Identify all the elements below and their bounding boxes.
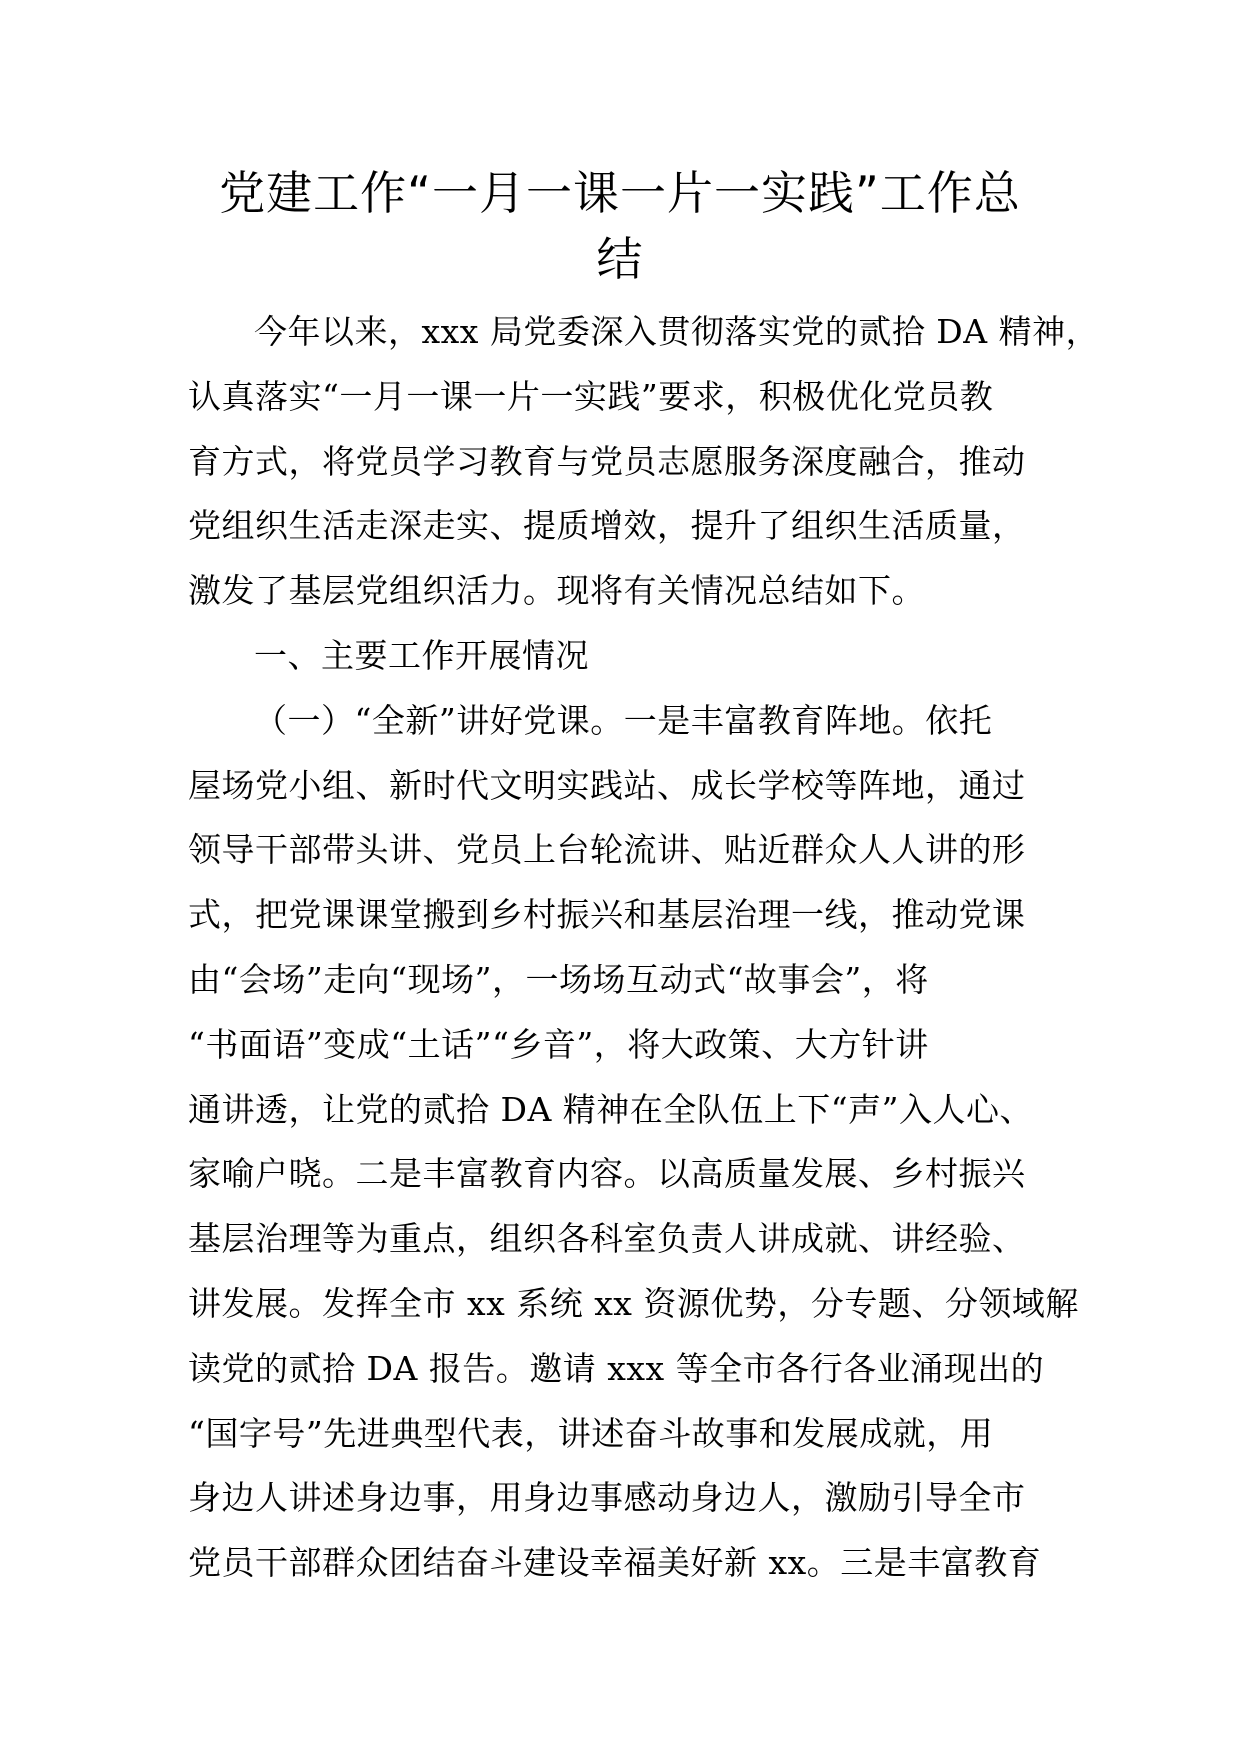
text-line: 家喻户晓。二是丰富教育内容。以高质量发展、乡村振兴 xyxy=(188,1154,1026,1194)
text-line: 基层治理等为重点，组织各科室负责人讲成就、讲经验、 xyxy=(188,1219,1026,1259)
text-line: 今年以来，xxx 局党委深入贯彻落实党的贰拾 DA 精神， xyxy=(254,312,1100,351)
text-line: 激发了基层党组织活力。现将有关情况总结如下。 xyxy=(188,571,925,611)
text-line: 党组织生活走深走实、提质增效，提升了组织生活质量， xyxy=(188,506,1026,546)
text-line: 党员干部群众团结奋斗建设幸福美好新 xx。三是丰富教育 xyxy=(188,1543,1042,1583)
title-line-1: 党建工作“一月一课一片一实践”工作总 xyxy=(219,166,1021,220)
text-line: 身边人讲述身边事，用身边事感动身边人，激励引导全市 xyxy=(188,1478,1026,1518)
document-body xyxy=(188,300,1100,1596)
text-line: 屋场党小组、新时代文明实践站、成长学校等阵地，通过 xyxy=(188,765,1026,805)
text-line: 通讲透，让党的贰拾 DA 精神在全队伍上下“声”入人心、 xyxy=(188,1089,1034,1129)
text-line: 式，把党课课堂搬到乡村振兴和基层治理一线，推动党课 xyxy=(188,895,1026,935)
text-line: （一）“全新”讲好党课。一是丰富教育阵地。依托 xyxy=(254,700,993,740)
text-line: 认真落实“一月一课一片一实践”要求，积极优化党员教 xyxy=(188,376,994,416)
text-line: 育方式，将党员学习教育与党员志愿服务深度融合，推动 xyxy=(188,441,1026,481)
document-title xyxy=(170,160,1070,292)
text-line: 读党的贰拾 DA 报告。邀请 xxx 等全市各行各业涌现出的 xyxy=(188,1348,1045,1388)
text-line: “国字号”先进典型代表，讲述奋斗故事和发展成就，用 xyxy=(188,1413,994,1453)
text-line: 领导干部带头讲、党员上台轮流讲、贴近群众人人讲的形 xyxy=(188,830,1026,870)
text-line: “书面语”变成“土话”“乡音”，将大政策、大方针讲 xyxy=(188,1024,929,1064)
section-heading: 一、主要工作开展情况 xyxy=(254,635,589,675)
title-line-2: 结 xyxy=(596,232,644,286)
text-line: 讲发展。发挥全市 xx 系统 xx 资源优势，分专题、分领域解 xyxy=(188,1283,1079,1323)
text-line: 由“会场”走向“现场”，一场场互动式“故事会”，将 xyxy=(188,959,929,999)
